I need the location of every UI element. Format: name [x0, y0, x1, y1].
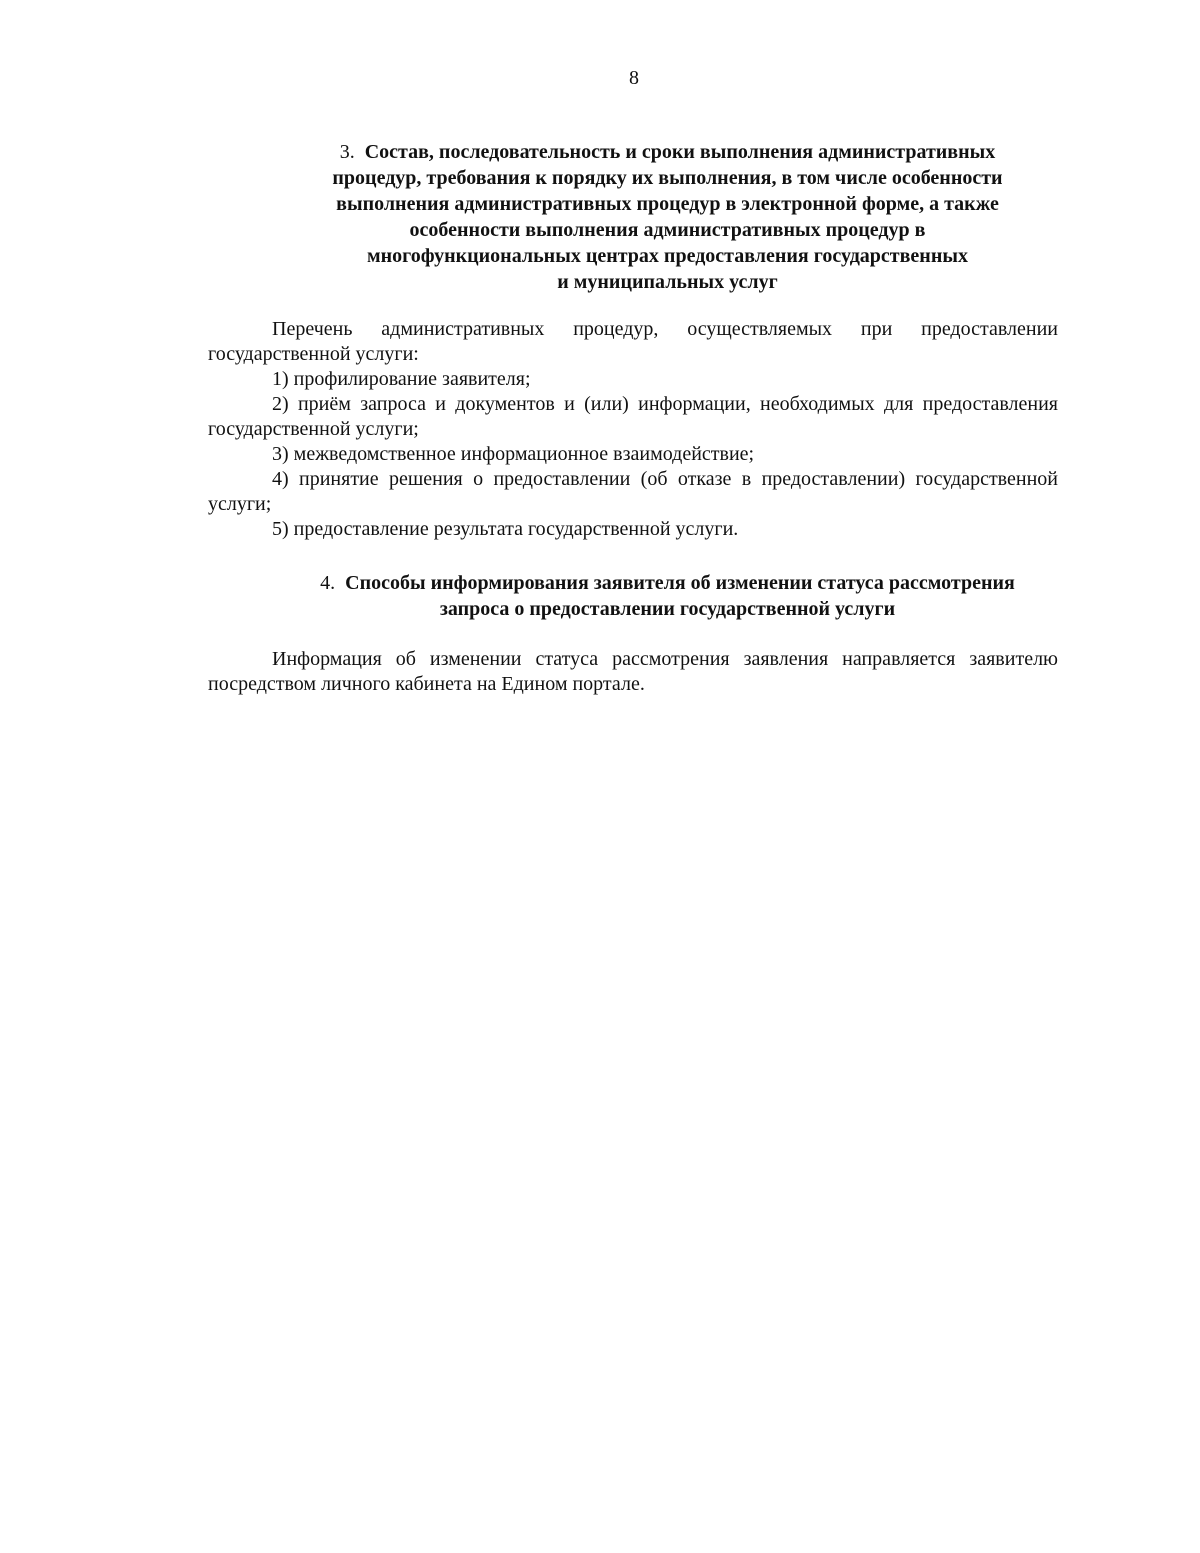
section-3-body — [208, 317, 1058, 542]
section-3-heading-line: процедур, требования к порядку их выполнения, в том числе особенности — [332, 167, 1003, 189]
section-4-heading-line: запроса о предоставлении государственной услуги — [439, 598, 896, 620]
section-3-heading-text: Состав, последовательность и сроки выполнения административных — [364, 141, 996, 163]
section-3-heading-line — [255, 139, 1080, 165]
section-4-body — [208, 647, 1058, 697]
section-4-heading-line — [255, 570, 1080, 596]
section-3-heading-line: выполнения административных процедур в электронной форме, а также — [336, 193, 999, 215]
page-number: 8 — [629, 67, 639, 89]
section-4-heading-text: Способы информирования заявителя об изменении статуса рассмотрения — [345, 572, 1015, 594]
section-3-heading-line: особенности выполнения административных процедур в — [409, 219, 926, 241]
section-4-number: 4. — [320, 572, 336, 594]
section-3-heading-line: многофункциональных центрах предоставления государственных — [367, 245, 968, 267]
procedure-list-item: 3) межведомственное информационное взаимодействие; — [272, 443, 755, 465]
section-3-heading — [255, 139, 1080, 295]
procedure-list-item: 5) предоставление результата государственной услуги. — [272, 518, 739, 540]
procedures-intro-paragraph: Перечень административных процедур, осуществляемых при предоставлении государственной услуги: — [208, 318, 1058, 365]
section-3-heading-line: и муниципальных услуг — [557, 271, 778, 293]
procedure-list-item: 4) принятие решения о предоставлении (об отказе в предоставлении) государственной услуги; — [208, 468, 1058, 515]
procedure-list-item: 1) профилирование заявителя; — [272, 368, 531, 390]
procedure-list-item: 2) приём запроса и документов и (или) информации, необходимых для предоставления государственной услуги; — [208, 393, 1058, 440]
section-3-number: 3. — [339, 141, 355, 163]
status-info-paragraph: Информация об изменении статуса рассмотрения заявления направляется заявителю посредством личного кабинета на Едином портале. — [208, 648, 1058, 695]
section-4-heading — [255, 570, 1080, 622]
